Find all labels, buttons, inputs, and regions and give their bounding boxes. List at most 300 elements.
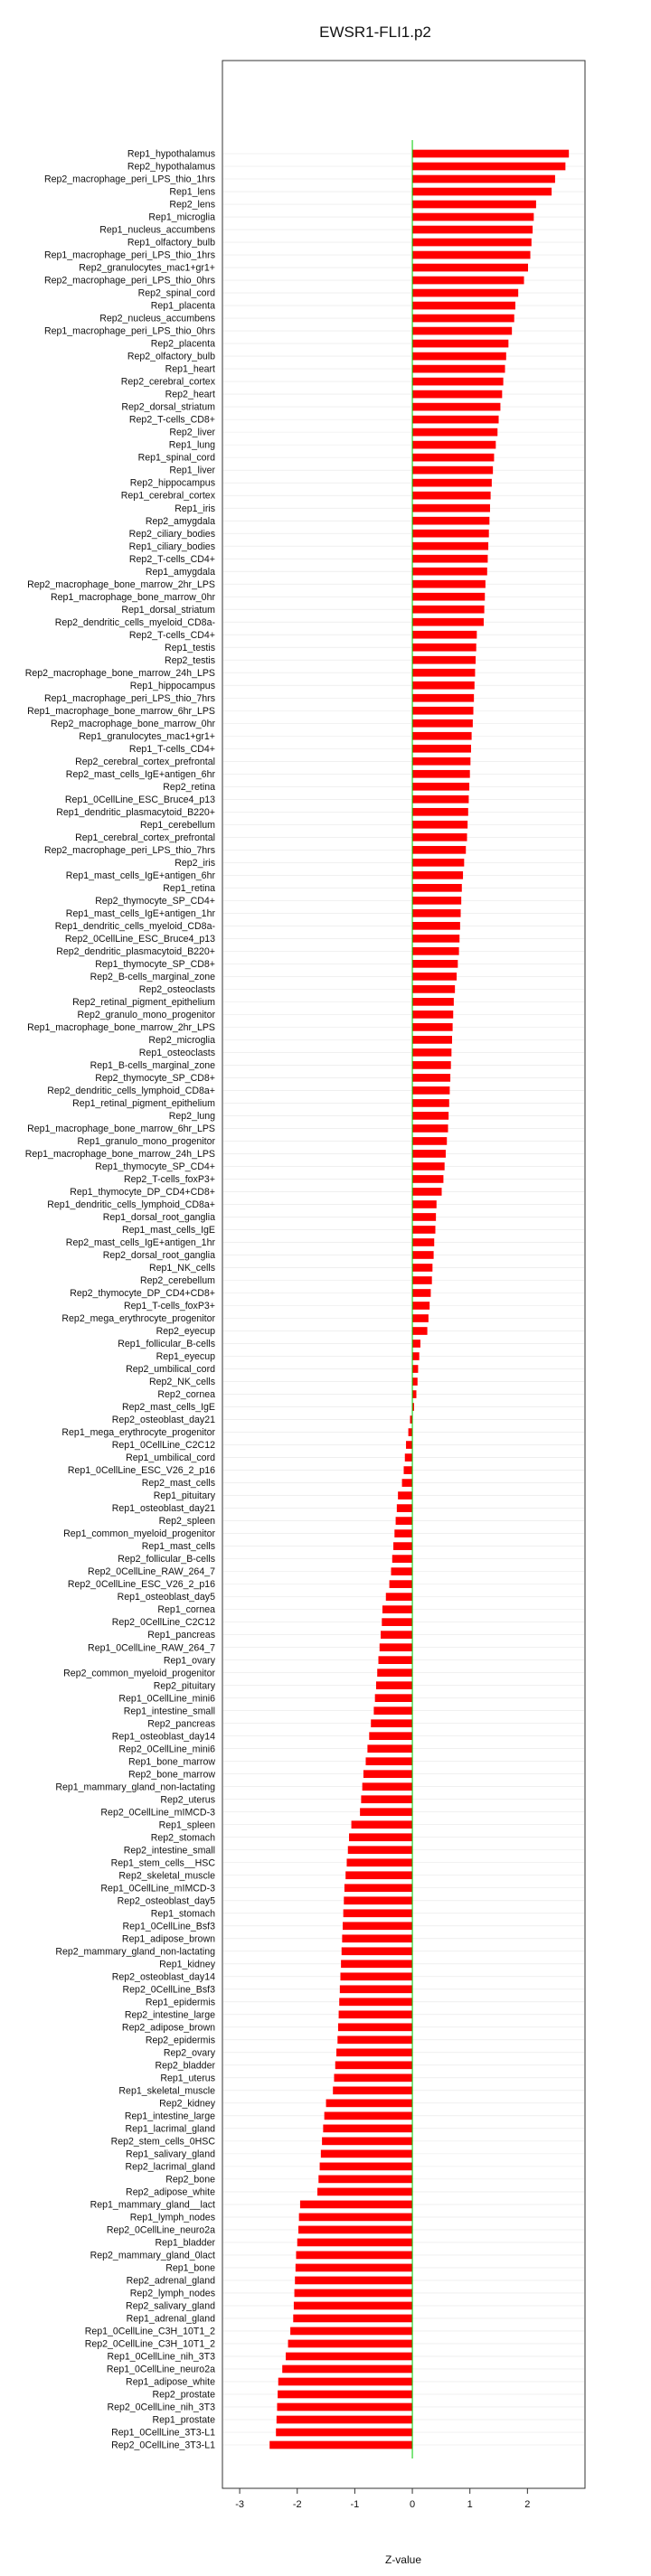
category-label: Rep1_intestine_small (123, 1706, 215, 1717)
category-label: Rep2_0CellLine_mini6 (118, 1744, 215, 1755)
bar-Rep2_dendritic_cells_lymphoid_CD8a+ (412, 1086, 449, 1095)
category-label: Rep1_lung (168, 439, 215, 451)
bar-Rep2_epidermis (337, 2035, 412, 2044)
bar-Rep2_0CellLine_neuro2a (298, 2226, 412, 2234)
bar-Rep1_pituitary (398, 1491, 412, 1500)
category-label: Rep1_kidney (159, 1959, 215, 1970)
category-label: Rep1_epidermis (145, 1997, 215, 2008)
x-tick-label: 2 (524, 2499, 531, 2510)
bar-Rep1_lens (412, 188, 552, 196)
category-label: Rep2_amygdala (145, 515, 215, 527)
category-label: Rep2_spleen (158, 1516, 215, 1528)
bar-Rep1_0CellLine_3T3-L1 (276, 2429, 412, 2437)
bar-Rep1_uterus (334, 2073, 412, 2082)
bar-Rep2_spinal_cord (412, 289, 518, 297)
bar-Rep2_cornea (412, 1390, 416, 1398)
category-label: Rep2_granulocytes_mac1+gr1+ (79, 262, 215, 274)
category-label: Rep1_intestine_large (124, 2111, 215, 2122)
bar-Rep2_dendritic_plasmacytoid_B220+ (412, 947, 459, 955)
plot-frame (222, 61, 585, 2488)
bar-Rep1_epidermis (339, 1998, 412, 2006)
category-label: Rep1_mast_cells_IgE+antigen_6hr (65, 870, 215, 881)
category-label: Rep1_0CellLine_3T3-L1 (111, 2427, 215, 2439)
category-label: Rep1_follicular_B-cells (118, 1339, 215, 1350)
bar-Rep2_bone (318, 2176, 412, 2184)
category-label: Rep2_mast_cells_IgE+antigen_6hr (65, 768, 215, 780)
bar-Rep1_B-cells_marginal_zone (412, 1061, 451, 1069)
bar-Rep2_osteoblast_day14 (340, 1972, 412, 1980)
bar-Rep1_thymocyte_SP_CD8+ (412, 960, 458, 968)
category-label: Rep1_iris (175, 503, 215, 514)
category-label: Rep2_0CellLine_RAW_264_7 (88, 1566, 215, 1578)
bar-Rep2_T-cells_CD4+ (412, 555, 487, 563)
category-label: Rep2_adipose_brown (121, 2022, 215, 2034)
category-label: Rep2_retinal_pigment_epithelium (72, 996, 215, 1008)
category-label: Rep2_bladder (155, 2060, 215, 2072)
category-label: Rep1_B-cells_marginal_zone (90, 1059, 215, 1071)
category-label: Rep1_uterus (160, 2073, 215, 2084)
category-label: Rep2_uterus (160, 1794, 215, 1806)
category-label: Rep1_macrophage_peri_LPS_thio_0hrs (43, 325, 215, 337)
bar-Rep1_0CellLine_ESC_V26_2_p16 (404, 1466, 413, 1474)
bar-Rep1_mast_cells_IgE+antigen_6hr (412, 871, 463, 879)
category-label: Rep2_dorsal_striatum (121, 401, 215, 413)
category-label: Rep2_adipose_white (126, 2186, 215, 2198)
bar-Rep1_cornea (382, 1605, 412, 1613)
bar-Rep2_iris (412, 859, 464, 867)
bar-Rep2_salivary_gland (294, 2302, 412, 2310)
bar-Rep1_liver (412, 466, 493, 475)
bar-Rep2_0CellLine_3T3-L1 (269, 2441, 412, 2449)
bar-Rep1_mast_cells_IgE (412, 1226, 435, 1234)
category-label: Rep2_0CellLine_neuro2a (106, 2224, 215, 2236)
bar-Rep1_0CellLine_ESC_Bruce4_p13 (412, 795, 468, 804)
bar-Rep2_adrenal_gland (295, 2277, 412, 2285)
bar-Rep1_0CellLine_nih_3T3 (286, 2353, 412, 2361)
category-label: Rep2_stomach (150, 1832, 215, 1844)
bar-Rep1_dorsal_striatum (412, 606, 485, 614)
category-label: Rep2_mammary_gland_0lact (90, 2250, 215, 2261)
category-label: Rep1_0CellLine_C2C12 (111, 1440, 215, 1452)
category-label: Rep1_bladder (155, 2237, 215, 2249)
category-label: Rep2_adrenal_gland (126, 2275, 215, 2287)
bar-Rep2_adipose_white (317, 2188, 412, 2196)
bar-Rep1_olfactory_bulb (412, 239, 532, 247)
bar-Rep2_hypothalamus (412, 163, 565, 171)
category-label: Rep1_macrophage_bone_marrow_2hr_LPS (27, 1021, 215, 1033)
category-label: Rep1_prostate (152, 2414, 215, 2426)
bar-Rep1_bone (296, 2264, 412, 2272)
bar-Rep1_kidney (341, 1960, 412, 1968)
bar-Rep1_spinal_cord (412, 454, 494, 462)
bar-Rep2_macrophage_peri_LPS_thio_0hrs (412, 277, 524, 285)
category-label: Rep2_mast_cells_IgE (121, 1402, 215, 1414)
bar-Rep2_cerebral_cortex (412, 378, 504, 386)
bar-Rep2_T-cells_foxP3+ (412, 1175, 443, 1183)
bar-Rep2_cerebellum (412, 1276, 432, 1284)
bar-Rep2_T-cells_CD8+ (412, 416, 498, 424)
category-label: Rep1_retina (163, 882, 215, 894)
bar-Rep2_granulo_mono_progenitor (412, 1011, 453, 1019)
category-label: Rep2_lymph_nodes (129, 2288, 215, 2299)
category-label: Rep1_macrophage_peri_LPS_thio_7hrs (43, 692, 215, 704)
category-labels (25, 149, 216, 2451)
bar-Rep1_pancreas (381, 1631, 412, 1639)
x-tick-label: -2 (292, 2499, 302, 2510)
bar-Rep1_macrophage_bone_marrow_6hr_LPS (412, 1124, 448, 1133)
category-label: Rep1_lens (169, 186, 215, 198)
category-label: Rep1_spinal_cord (137, 452, 215, 464)
category-label: Rep2_0CellLine_mIMCD-3 (100, 1807, 215, 1819)
bar-Rep2_macrophage_peri_LPS_thio_7hrs (412, 846, 466, 854)
category-label: Rep1_macrophage_peri_LPS_thio_1hrs (43, 249, 215, 261)
bar-Rep1_placenta (412, 302, 515, 310)
category-label: Rep1_cornea (157, 1604, 215, 1616)
bar-Rep2_0CellLine_C2C12 (382, 1618, 412, 1626)
bar-Rep1_dendritic_cells_lymphoid_CD8a+ (412, 1200, 437, 1208)
bar-Rep2_0CellLine_ESC_V26_2_p16 (390, 1580, 412, 1588)
bar-Rep1_intestine_large (325, 2112, 412, 2120)
category-label: Rep1_dendritic_cells_lymphoid_CD8a+ (47, 1199, 215, 1211)
category-label: Rep2_intestine_small (123, 1845, 215, 1857)
bar-Rep1_granulocytes_mac1+gr1+ (412, 732, 472, 740)
bar-Rep2_umbilical_cord (412, 1365, 418, 1373)
bar-Rep1_mast_cells_IgE+antigen_1hr (412, 909, 460, 917)
category-label: Rep2_T-cells_CD8+ (128, 414, 215, 426)
bar-Rep1_spleen (352, 1820, 412, 1829)
bar-Rep1_stomach (344, 1909, 412, 1917)
bar-Rep2_dorsal_striatum (412, 403, 500, 411)
category-label: Rep2_olfactory_bulb (127, 351, 215, 362)
category-label: Rep2_follicular_B-cells (118, 1554, 215, 1565)
bar-Rep1_mast_cells (393, 1542, 412, 1550)
category-label: Rep2_T-cells_CD4+ (128, 629, 215, 641)
category-label: Rep1_placenta (150, 300, 215, 312)
bar-Rep2_bladder (335, 2061, 412, 2069)
bar-series (269, 150, 569, 2449)
category-label: Rep1_liver (169, 465, 215, 476)
bar-Rep2_lens (412, 201, 536, 209)
category-label: Rep2_granulo_mono_progenitor (77, 1009, 215, 1020)
bar-Rep2_uterus (361, 1795, 412, 1803)
category-label: Rep2_mast_cells_IgE+antigen_1hr (65, 1237, 215, 1249)
category-label: Rep2_0CellLine_Bsf3 (122, 1984, 215, 1996)
bar-Rep1_0CellLine_C3H_10T1_2 (290, 2327, 412, 2336)
bar-Rep2_testis (412, 656, 476, 664)
bar-Rep2_common_myeloid_progenitor (377, 1669, 412, 1677)
category-label: Rep2_macrophage_peri_LPS_thio_1hrs (43, 174, 215, 185)
category-label: Rep1_common_myeloid_progenitor (63, 1528, 215, 1540)
category-label: Rep1_osteoblast_day14 (111, 1731, 215, 1743)
category-label: Rep1_eyecup (156, 1351, 215, 1363)
bar-Rep1_common_myeloid_progenitor (394, 1529, 412, 1537)
bar-Rep1_intestine_small (373, 1706, 412, 1715)
bar-Rep1_0CellLine_mIMCD-3 (344, 1884, 412, 1892)
category-label: Rep1_0CellLine_ESC_Bruce4_p13 (64, 794, 215, 805)
category-label: Rep2_prostate (152, 2389, 215, 2401)
bar-Rep2_dendritic_cells_myeloid_CD8a- (412, 618, 484, 626)
category-label: Rep2_stem_cells_0HSC (110, 2136, 215, 2148)
category-label: Rep1_thymocyte_SP_CD4+ (95, 1161, 215, 1173)
category-label: Rep1_cerebral_cortex_prefrontal (75, 832, 215, 843)
chart-title: EWSR1-FLI1.p2 (319, 24, 431, 41)
bar-Rep2_bone_marrow (363, 1770, 412, 1778)
category-label: Rep2_eyecup (156, 1326, 215, 1338)
bar-Rep2_lymph_nodes (295, 2289, 412, 2298)
category-label: Rep2_mammary_gland_non-lactating (55, 1946, 215, 1958)
bar-Rep2_0CellLine_nih_3T3 (277, 2403, 412, 2411)
bar-Rep1_macrophage_peri_LPS_thio_7hrs (412, 694, 474, 702)
category-label: Rep2_liver (169, 427, 215, 438)
bar-Rep1_osteoclasts (412, 1048, 451, 1057)
bar-Rep2_retinal_pigment_epithelium (412, 998, 454, 1006)
bar-Rep2_microglia (412, 1036, 452, 1044)
category-label: Rep2_umbilical_cord (126, 1364, 215, 1376)
category-label: Rep1_0CellLine_mIMCD-3 (100, 1883, 215, 1894)
bar-Rep1_lung (412, 441, 495, 449)
category-label: Rep1_lacrimal_gland (125, 2123, 215, 2135)
bar-Rep1_cerebral_cortex_prefrontal (412, 833, 467, 841)
bar-Rep2_lung (412, 1112, 448, 1120)
bar-Rep1_cerebral_cortex (412, 492, 491, 500)
bar-Rep2_NK_cells (412, 1377, 418, 1386)
bar-Rep1_cerebellum (412, 821, 467, 829)
bar-Rep1_follicular_B-cells (412, 1340, 420, 1348)
category-label: Rep2_kidney (159, 2098, 215, 2110)
bar-Rep1_mammary_gland__lact (300, 2201, 412, 2209)
category-label: Rep2_lung (168, 1111, 215, 1123)
category-label: Rep2_mast_cells (141, 1478, 215, 1490)
bar-Rep1_adipose_brown (342, 1934, 412, 1942)
category-label: Rep1_mast_cells (141, 1541, 215, 1553)
category-label: Rep1_adipose_white (126, 2376, 215, 2388)
category-label: Rep1_hippocampus (129, 680, 215, 691)
bar-Rep1_lymph_nodes (299, 2214, 412, 2222)
category-label: Rep2_thymocyte_SP_CD8+ (95, 1073, 215, 1085)
category-label: Rep1_thymocyte_DP_CD4+CD8+ (70, 1187, 215, 1199)
bar-Rep2_mast_cells_IgE+antigen_6hr (412, 770, 470, 778)
category-label: Rep2_thymocyte_SP_CD4+ (95, 895, 215, 907)
category-label: Rep1_cerebellum (139, 819, 215, 831)
category-label: Rep1_granulocytes_mac1+gr1+ (79, 730, 215, 742)
bar-Rep2_adipose_brown (338, 2023, 412, 2031)
category-label: Rep1_heart (165, 363, 215, 375)
category-label: Rep1_0CellLine_neuro2a (106, 2364, 215, 2375)
category-label: Rep1_macrophage_bone_marrow_0hr (51, 591, 215, 603)
bar-Rep1_iris (412, 504, 490, 512)
bar-Rep2_liver (412, 428, 497, 437)
category-label: Rep2_common_myeloid_progenitor (63, 1668, 215, 1679)
category-label: Rep2_placenta (150, 338, 215, 350)
bar-Rep2_mast_cells (402, 1479, 412, 1487)
bar-Rep1_macrophage_peri_LPS_thio_1hrs (412, 251, 530, 259)
category-label: Rep1_salivary_gland (126, 2148, 215, 2160)
bar-Rep1_osteoblast_day14 (369, 1732, 412, 1740)
category-label: Rep1_mega_erythrocyte_progenitor (61, 1427, 215, 1439)
bar-Rep2_pancreas (371, 1719, 412, 1727)
bar-Rep1_microglia (412, 213, 533, 221)
bar-Rep1_0CellLine_Bsf3 (343, 1922, 412, 1930)
category-label: Rep2_dorsal_root_ganglia (102, 1250, 215, 1262)
category-label: Rep2_bone_marrow (128, 1769, 215, 1781)
bar-Rep1_testis (412, 644, 476, 652)
category-label: Rep2_dendritic_plasmacytoid_B220+ (56, 945, 215, 957)
bar-Rep2_thymocyte_SP_CD4+ (412, 897, 461, 905)
category-label: Rep1_bone (165, 2262, 215, 2274)
category-label: Rep1_spleen (158, 1819, 215, 1831)
bar-Rep1_bladder (297, 2239, 412, 2247)
category-label: Rep1_microglia (148, 212, 215, 223)
bar-Rep1_macrophage_bone_marrow_6hr_LPS (412, 707, 473, 715)
category-label: Rep2_cerebellum (139, 1275, 215, 1287)
bar-Rep2_spleen (396, 1517, 412, 1525)
category-label: Rep1_macrophage_bone_marrow_6hr_LPS (27, 705, 215, 717)
bar-Rep1_lacrimal_gland (323, 2125, 412, 2133)
bar-Rep2_macrophage_peri_LPS_thio_1hrs (412, 175, 555, 183)
bar-Rep2_skeletal_muscle (345, 1871, 412, 1879)
category-label: Rep1_osteoclasts (138, 1047, 215, 1058)
bar-Rep1_thymocyte_DP_CD4+CD8+ (412, 1188, 441, 1196)
category-label: Rep1_nucleus_accumbens (99, 224, 215, 236)
bar-Rep1_heart (412, 365, 505, 373)
bar-Rep2_prostate (278, 2391, 412, 2399)
category-label: Rep2_epidermis (145, 2035, 215, 2046)
bar-Rep2_thymocyte_DP_CD4+CD8+ (412, 1289, 430, 1297)
category-label: Rep2_spinal_cord (137, 287, 215, 299)
bar-Rep1_stem_cells__HSC (346, 1858, 412, 1866)
category-label: Rep2_skeletal_muscle (118, 1870, 215, 1882)
x-axis-label: Z-value (384, 2553, 422, 2566)
bar-Rep1_eyecup (412, 1352, 420, 1360)
category-label: Rep2_mega_erythrocyte_progenitor (61, 1313, 215, 1325)
category-label: Rep1_NK_cells (148, 1263, 215, 1274)
category-label: Rep1_mammary_gland_non-lactating (55, 1782, 215, 1793)
bar-Rep1_umbilical_cord (405, 1453, 412, 1462)
bar-Rep2_mast_cells_IgE+antigen_1hr (412, 1238, 434, 1246)
bar-Rep1_macrophage_bone_marrow_2hr_LPS (412, 1023, 453, 1031)
bar-Rep2_hippocampus (412, 479, 492, 487)
category-label: Rep1_mast_cells_IgE+antigen_1hr (65, 907, 215, 919)
bar-Rep1_macrophage_peri_LPS_thio_0hrs (412, 327, 512, 335)
category-label: Rep1_thymocyte_SP_CD8+ (95, 958, 215, 970)
category-label: Rep2_lacrimal_gland (125, 2161, 215, 2173)
category-label: Rep1_dendritic_cells_myeloid_CD8a- (54, 920, 215, 932)
category-label: Rep2_heart (165, 389, 215, 400)
bar-Rep1_retina (412, 884, 462, 892)
category-label: Rep2_macrophage_bone_marrow_0hr (51, 718, 215, 729)
category-label: Rep2_hippocampus (129, 477, 215, 489)
category-label: Rep2_T-cells_foxP3+ (124, 1174, 215, 1186)
category-label: Rep2_0CellLine_ESC_Bruce4_p13 (64, 933, 215, 945)
category-label: Rep2_lens (169, 199, 215, 211)
bar-Rep1_mammary_gland_non-lactating (363, 1782, 412, 1791)
category-label: Rep1_olfactory_bulb (127, 237, 215, 249)
bar-Rep1_skeletal_muscle (333, 2087, 412, 2095)
bar-Rep1_0CellLine_neuro2a (282, 2365, 412, 2374)
category-label: Rep2_cerebral_cortex_prefrontal (75, 756, 215, 767)
category-label: Rep1_0CellLine_RAW_264_7 (88, 1642, 215, 1654)
bar-Rep2_0CellLine_RAW_264_7 (391, 1567, 412, 1575)
category-label: Rep2_salivary_gland (126, 2300, 215, 2312)
bar-Rep1_salivary_gland (321, 2150, 412, 2158)
bar-Rep1_amygdala (412, 568, 487, 576)
category-label: Rep2_intestine_large (124, 2009, 215, 2021)
bar-Rep1_bone_marrow (365, 1757, 412, 1765)
bar-Rep2_nucleus_accumbens (412, 315, 514, 323)
category-label: Rep1_dorsal_striatum (121, 604, 215, 616)
category-label: Rep1_T-cells_foxP3+ (124, 1301, 215, 1312)
category-label: Rep2_osteoblast_day14 (111, 1971, 215, 1983)
bar-Rep1_prostate (277, 2416, 412, 2424)
bar-Rep2_heart (412, 390, 502, 399)
bar-Rep2_mega_erythrocyte_progenitor (412, 1314, 429, 1322)
category-label: Rep2_osteoblast_day21 (111, 1415, 215, 1426)
category-label: Rep1_0CellLine_ESC_V26_2_p16 (67, 1465, 215, 1477)
bar-Rep2_eyecup (412, 1327, 428, 1335)
bar-Rep2_ciliary_bodies (412, 530, 489, 538)
category-label: Rep2_microglia (148, 1034, 215, 1046)
bar-Rep1_mega_erythrocyte_progenitor (409, 1428, 412, 1436)
category-label: Rep2_0CellLine_C3H_10T1_2 (84, 2338, 215, 2350)
bar-Rep1_macrophage_bone_marrow_24h_LPS (412, 1150, 446, 1158)
bar-Rep1_osteoblast_day21 (397, 1504, 412, 1512)
bar-Rep2_olfactory_bulb (412, 353, 506, 361)
category-label: Rep2_hypothalamus (127, 161, 215, 173)
category-label: Rep2_retina (163, 781, 215, 793)
category-label: Rep1_pituitary (153, 1490, 215, 1502)
category-label: Rep2_NK_cells (148, 1377, 215, 1388)
category-label: Rep2_nucleus_accumbens (99, 313, 215, 324)
bar-Rep1_0CellLine_RAW_264_7 (380, 1643, 412, 1651)
bar-Rep2_intestine_small (348, 1846, 412, 1854)
bar-Rep2_osteoblast_day5 (344, 1896, 412, 1904)
category-label: Rep1_stomach (150, 1908, 215, 1920)
category-label: Rep1_ovary (163, 1655, 215, 1667)
category-label: Rep2_T-cells_CD4+ (128, 553, 215, 565)
category-label: Rep2_osteoclasts (138, 983, 215, 995)
bar-Rep2_dorsal_root_ganglia (412, 1251, 434, 1259)
category-label: Rep1_osteoblast_day21 (111, 1503, 215, 1515)
bar-Rep2_kidney (326, 2100, 412, 2108)
category-label: Rep1_0CellLine_nih_3T3 (107, 2351, 215, 2363)
bar-Rep1_granulo_mono_progenitor (412, 1137, 447, 1145)
bar-Rep1_NK_cells (412, 1264, 432, 1272)
bar-Rep1_macrophage_bone_marrow_0hr (412, 593, 485, 601)
category-label: Rep2_thymocyte_DP_CD4+CD8+ (70, 1288, 215, 1300)
category-label: Rep2_cerebral_cortex (120, 376, 215, 388)
category-label: Rep1_macrophage_bone_marrow_6hr_LPS (27, 1123, 215, 1135)
bar-Rep2_cerebral_cortex_prefrontal (412, 757, 470, 766)
category-label: Rep1_bone_marrow (128, 1756, 215, 1768)
x-axis (235, 2488, 530, 2510)
category-label: Rep1_cerebral_cortex (120, 490, 215, 502)
bar-Rep2_stomach (349, 1833, 412, 1841)
category-label: Rep2_0CellLine_nih_3T3 (107, 2402, 215, 2413)
category-label: Rep1_mammary_gland__lact (90, 2199, 215, 2211)
bar-Rep2_stem_cells_0HSC (322, 2138, 412, 2146)
bar-Rep1_retinal_pigment_epithelium (412, 1099, 449, 1107)
x-tick-label: 0 (409, 2499, 416, 2510)
bar-Rep1_adrenal_gland (293, 2315, 412, 2323)
bar-Rep2_mammary_gland_non-lactating (342, 1947, 412, 1955)
bar-Rep1_osteoblast_day5 (386, 1593, 412, 1601)
bar-Rep1_hypothalamus (412, 150, 569, 158)
bar-Rep2_0CellLine_mIMCD-3 (360, 1808, 412, 1816)
category-label: Rep1_lymph_nodes (129, 2212, 215, 2223)
category-label: Rep2_ciliary_bodies (128, 528, 215, 540)
bar-Rep2_0CellLine_Bsf3 (340, 1985, 412, 1993)
bar-Rep2_placenta (412, 340, 508, 348)
